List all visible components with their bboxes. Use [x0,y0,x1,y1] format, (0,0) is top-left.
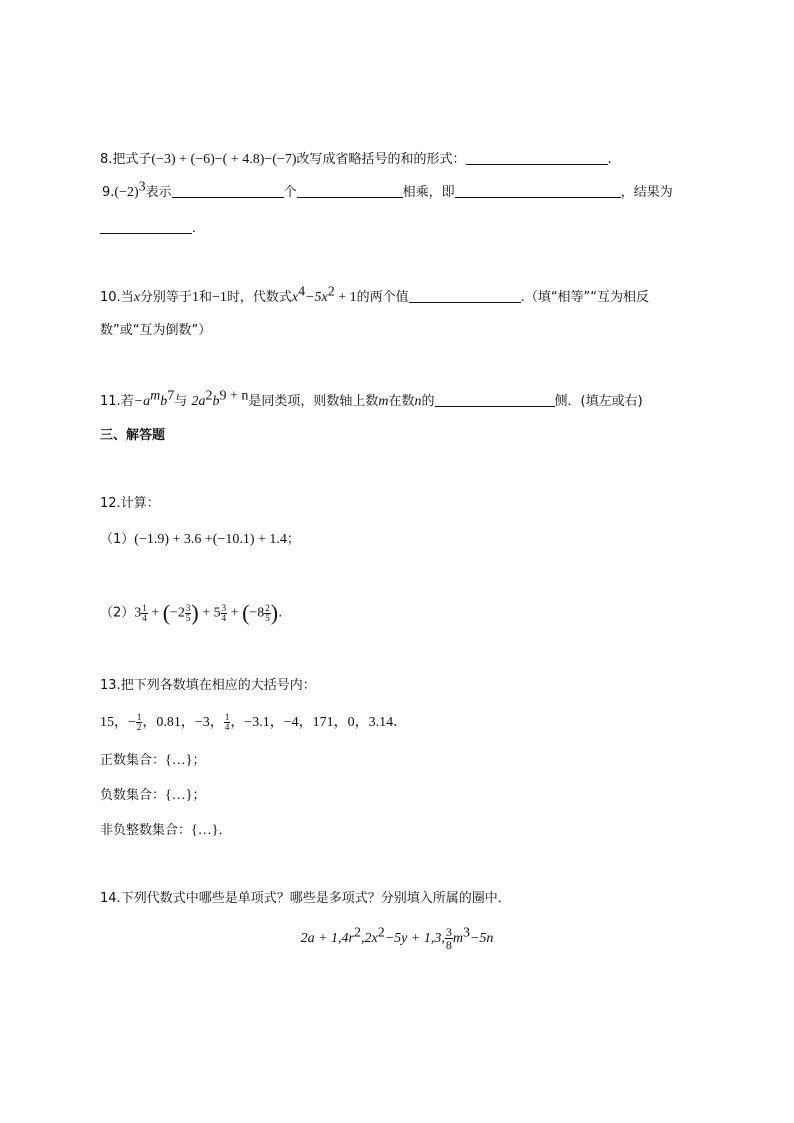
q13-n2-sign: − [128,715,136,730]
q11-text-5: 的 [421,394,435,409]
q9-blank-4[interactable] [100,219,192,234]
q12-part-1-end: ； [286,532,300,547]
question-11 [100,388,643,411]
q12-part-2-end: . [278,605,283,621]
fraction-denominator: 2 [136,722,142,732]
fraction-numerator: 3 [445,925,452,939]
fraction-denominator: 4 [221,612,227,623]
fraction-numerator: 1 [136,712,142,722]
q10-number: 10. [100,290,121,305]
q13-set-positive [100,752,205,770]
q9-text-3: 相乘，即 [402,185,455,200]
q9-exponent: 3 [138,179,146,195]
q13-set-1-value[interactable]: {…} [165,753,193,768]
q14-expr-d: m [452,931,463,946]
q13-set-2-end: ； [192,788,206,803]
q12-mixed-4-whole: −8 [249,605,265,621]
question-13 [100,677,316,695]
q14-expr-a: 2a + 1,4r [300,931,354,946]
q9-end: . [192,221,197,236]
q11-text-1: 若 [120,394,134,409]
q13-set-1-label: 正数集合： [100,753,166,768]
q11-term-1: −a [133,394,151,409]
q12-part-1-expression: (−1.9) + 3.6 +(−10.1) + 1.4 [134,532,287,547]
q11-text-3: 是同类项，则数轴上数 [248,394,379,409]
q8-number: 8. [100,152,113,167]
q9-text-2: 个 [283,185,297,200]
q10-text-1: 当 [120,290,134,305]
q10-expr-a-exp: 4 [298,284,306,300]
q12-title: 计算： [120,496,160,511]
q11-term-2-b-exp: 9 + n [219,388,249,404]
q8-lead: 把式子 [112,152,152,167]
question-9-line-2 [100,219,196,238]
q12-part-1-label: （1） [100,532,135,547]
q12-part-2 [100,600,282,627]
q11-var-m: m [378,394,389,409]
q12-number: 12. [100,496,121,511]
left-paren: ( [242,600,250,625]
q9-base: (−2) [114,185,139,200]
q14-expr-a-exp: 2 [354,925,361,941]
q11-term-2-exp: 2 [205,388,213,404]
q14-fraction [445,926,453,951]
right-paren: ) [270,600,279,625]
fraction-numerator: 3 [185,602,191,613]
q10-text-2: 分别等于 [139,290,192,305]
fraction-denominator: 5 [185,612,191,623]
q10-expr-c: + 1 [334,290,357,305]
q8-end: . [607,152,612,167]
q14-title: 下列代数式中哪些是单项式？哪些是多项式？分别填入所属的圈中． [120,891,511,906]
q12-plus-2: + [198,605,214,621]
q11-text-4: 在数 [388,394,415,409]
q11-number: 11. [100,394,121,409]
q12-mixed-3-whole: 5 [213,605,221,621]
section-heading: 三、解答题 [100,428,166,443]
q9-text-1: 表示 [145,185,172,200]
q12-plus-3: + [227,605,243,621]
q8-expression: (−3) + (−6)−( + 4.8)−(−7) [151,152,297,167]
q13-n5: ，−3.1，−4，171，0，3.14． [230,715,408,730]
q13-set-negative [100,787,205,805]
q11-var-n: n [414,394,422,409]
q12-mixed-2-whole: −2 [170,605,185,621]
fraction-numerator: 3 [221,602,227,613]
q11-term-2: 2a [191,394,206,409]
q9-number: 9. [102,185,115,200]
q10-value-2: −1 [211,290,227,305]
q10-text-4: 时，代数式 [226,290,292,305]
q10-value-1: 1 [191,290,199,305]
q14-expr-b-exp: 2 [377,925,385,941]
q11-text-6: 侧．(填左或右) [554,394,643,409]
question-10-line-2 [100,322,211,340]
fraction-denominator: 4 [224,722,230,732]
q14-expr-b: ,2x [361,931,378,946]
q14-expr-d-exp: 3 [462,925,470,941]
fraction-denominator: 5 [265,612,270,623]
q12-part-1 [100,531,300,549]
question-9 [102,179,673,202]
question-14 [100,890,511,908]
fraction-denominator: 4 [142,612,147,623]
q13-set-3-label: 非负整数集合： [100,823,192,838]
q13-set-3-end: ． [218,823,232,838]
q13-n3: ，0.81，−3， [142,715,224,730]
question-8 [100,150,612,169]
q13-set-3-value[interactable]: {…} [191,823,219,838]
q14-expression-list [0,925,794,953]
q10-line-2-text: 数”或“互为倒数”） [100,323,212,338]
q8-instruction: 改写成省略括号的和的形式： [296,152,466,167]
q10-text-3: 和 [198,290,212,305]
question-12 [100,495,160,513]
question-10 [100,284,650,307]
q11-answer-blank[interactable] [435,392,555,407]
fraction-denominator: 8 [445,938,452,952]
q12-mixed-1-whole: 3 [134,605,142,621]
q13-set-1-end: ； [192,753,206,768]
q13-set-2-value[interactable]: {…} [165,788,193,803]
q11-term-2-b: b [212,394,220,409]
fraction-numerator: 1 [142,602,147,613]
q9-text-4: ，结果为 [620,185,673,200]
fraction-numerator: 2 [265,602,270,613]
q13-n1: 15， [100,715,128,730]
q10-expr-b: −5x [305,290,328,305]
q10-expr-b-exp: 2 [327,284,335,300]
q12-part-2-label: （2） [100,605,135,621]
q14-expr-c: −5y + 1,3, [384,931,445,946]
q13-number: 13. [100,678,121,693]
q9-blank-2[interactable] [297,183,403,198]
q13-number-list [100,711,407,735]
q9-blank-1[interactable] [172,183,284,198]
q10-answer-blank[interactable] [409,288,521,303]
q11-term-1-b: b [160,394,168,409]
q12-plus-1: + [147,605,163,621]
q9-blank-3[interactable] [455,183,621,198]
q8-answer-blank[interactable] [466,150,608,165]
q10-text-5: 的两个值 [356,290,409,305]
right-paren: ) [191,600,199,625]
q13-set-2-label: 负数集合： [100,788,166,803]
q13-title: 把下列各数填在相应的大括号内： [120,678,316,693]
q10-text-6: .（填“相等”“互为相反 [520,290,650,305]
q11-term-1-b-exp: 7 [167,388,175,404]
q10-var-x: x [133,290,140,305]
q10-expr-a: x [291,290,299,305]
q14-number: 14. [100,891,121,906]
q14-expr-e: −5n [469,931,494,946]
fraction-numerator: 1 [224,712,230,722]
q11-text-2: 与 [174,394,188,409]
q11-term-1-exp: m [150,388,161,404]
left-paren: ( [162,600,171,625]
q13-set-nonnegative-integer [100,822,231,840]
